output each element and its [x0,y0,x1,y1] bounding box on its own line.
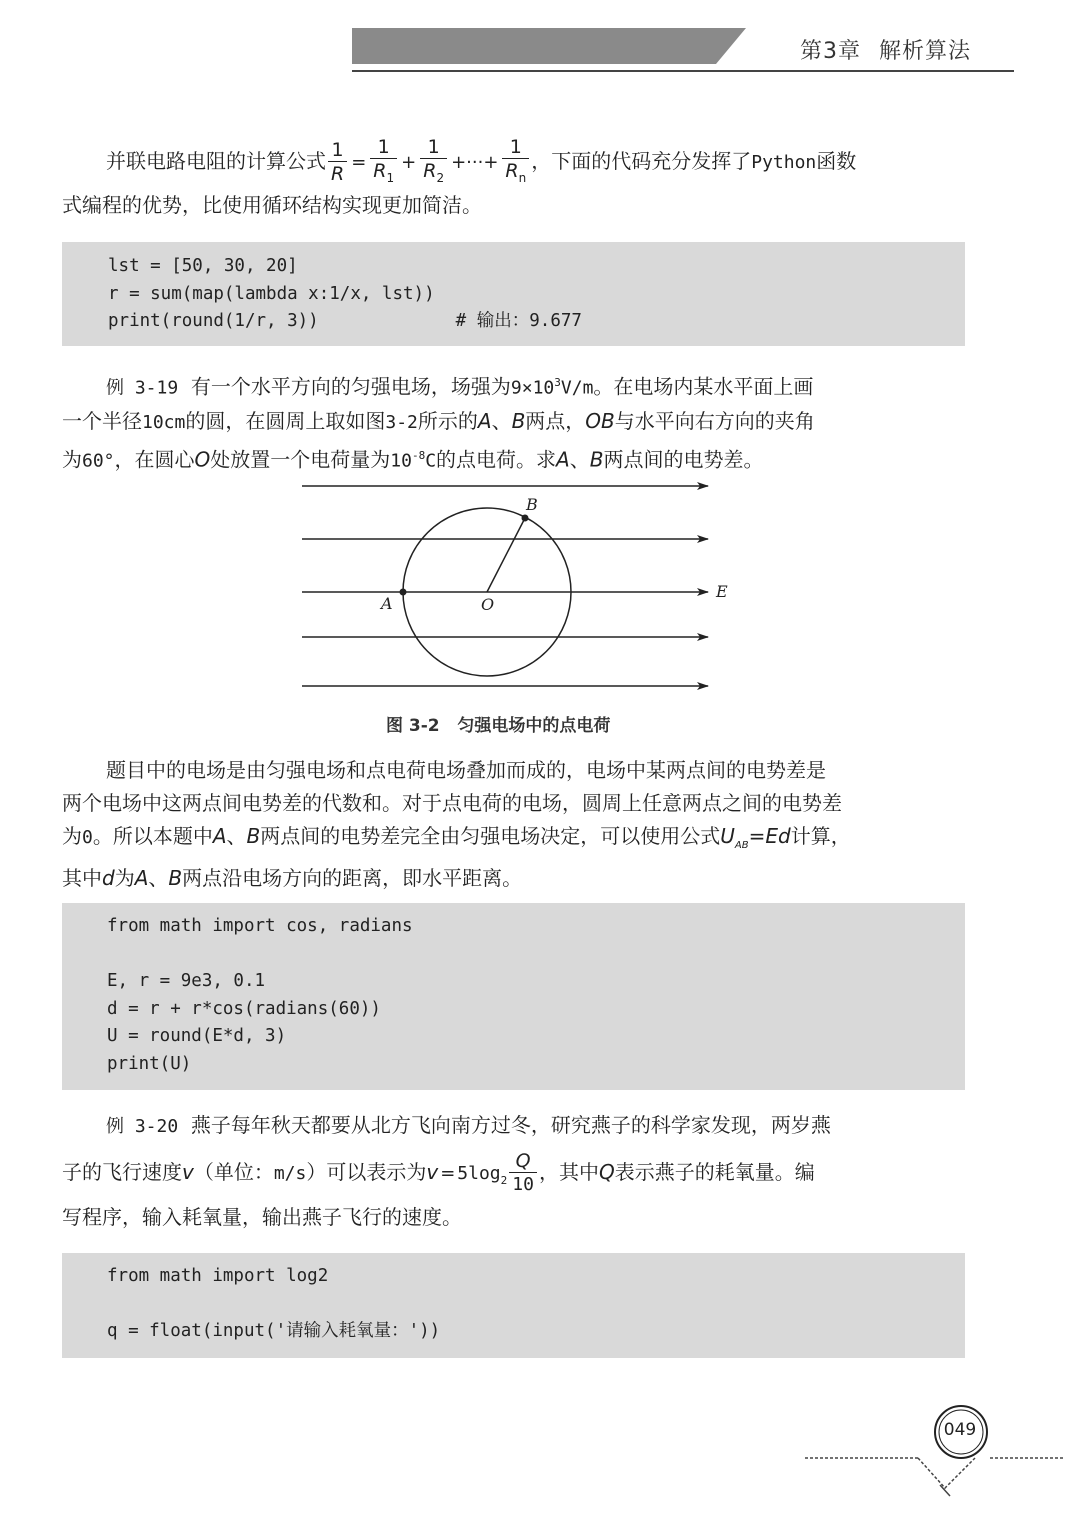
example-label: 例 3-19 [106,377,179,399]
page-number: 049 [943,1420,977,1440]
formula-term-2: $\frac{1}{R_2}$ [420,136,447,190]
code1-line: lst = [50, 30, 20] [108,256,298,276]
chapter-title: 解析算法 [879,39,972,64]
code-block-3 [62,1253,965,1358]
example-label: 例 3-20 [106,1116,179,1137]
chapter-number: 第3章 [800,39,861,64]
example-3-19: 例 3-19 有一个水平方向的匀强电场，场强为$9\times 10^3V/m$。在电场内某水平面上画 一个半径10cm的圆，在圆周上取如图3-2所示的A、B两点，OB与水平向右方向的夹角 为60°，在圆心O处放置一个电荷量为$10^{-8}C$的点电荷。求A、B两点间的电势差。 [62,374,815,472]
para1-lead: 并联电路电阻的计算公式 [106,149,326,173]
code3-line [107,1291,965,1319]
para1-tail: 函数 [816,149,857,173]
figure-caption: 图 3-2 匀强电场中的点电荷 [386,716,611,736]
code-block-2 [62,903,965,1090]
label-E: E [716,582,728,601]
formula-plus: + [401,152,417,173]
code3-line: from math import log2 [107,1266,329,1286]
code-block-1 [62,242,965,346]
page-number-badge [930,1408,990,1458]
formula-lhs: $\frac{1}{R}$ [328,139,347,186]
formula-equals: = [351,152,367,173]
para1-after-formula: ，下面的代码充分发挥了 [531,149,752,173]
code1-line: r = sum(map(lambda x:1/x, lst)) [108,283,435,304]
formula-q-over-10: $\frac{Q}{10}$ [509,1150,537,1197]
para1-line2: 式编程的优势，比使用循环结构实现更加简洁。 [62,193,482,217]
running-header [800,34,971,65]
code2-line: E, r = 9e3, 0.1 [107,971,266,992]
header-band [352,28,746,64]
formula-term-n: $\frac{1}{R_n}$ [502,136,529,190]
point-A [400,589,407,596]
paragraph-parallel-resistance [62,133,966,222]
label-A: A [381,594,393,613]
label-O: O [481,595,495,614]
code2-line: d = r + r*cos(radians(60)) [107,998,381,1019]
code2-line: U = round(E*d, 3) [107,1026,287,1047]
figure-uniform-field [296,476,732,696]
code2-line: from math import cos, radians [107,916,413,936]
code1-line: print(round(1/r, 3)) # 输出：9.677 [108,311,582,332]
formula-ellipsis: +···+ [451,152,499,173]
python-term: Python [751,152,817,173]
paragraph-explanation: 题目中的电场是由匀强电场和点电荷电场叠加而成的，电场中某两点间的电势差是 两个电场中这两点间电势差的代数和。对于点电荷的电场，圆周上任意两点之间的电势差 为0。所以本题中A、B两点间的电势差完全由匀强电场决定，可以使用公式$U_{AB}=Ed$计算， 其中d为A、B两点沿电场方向的距离，即水平距离。 [62,758,851,890]
radius-OB [487,518,525,592]
point-B [522,515,529,522]
code2-line [107,941,965,969]
header-rule [352,70,1014,72]
example-3-20: 例 3-20 燕子每年秋天都要从北方飞向南方过冬，研究燕子的科学家发现，两岁燕 子的飞行速度v（单位：m/s）可以表示为$v = 5\log_2$ $\frac{Q}{10}$ ，其中Q表示燕子的耗氧量。编 写程序，输入耗氧量，输出燕子飞行的速度。 [62,1113,831,1229]
code2-line: print(U) [107,1053,192,1074]
label-B: B [526,495,538,514]
code3-line: q = float(input('请输入耗氧量：')) [107,1321,441,1342]
formula-term-1: $\frac{1}{R_1}$ [370,136,397,190]
